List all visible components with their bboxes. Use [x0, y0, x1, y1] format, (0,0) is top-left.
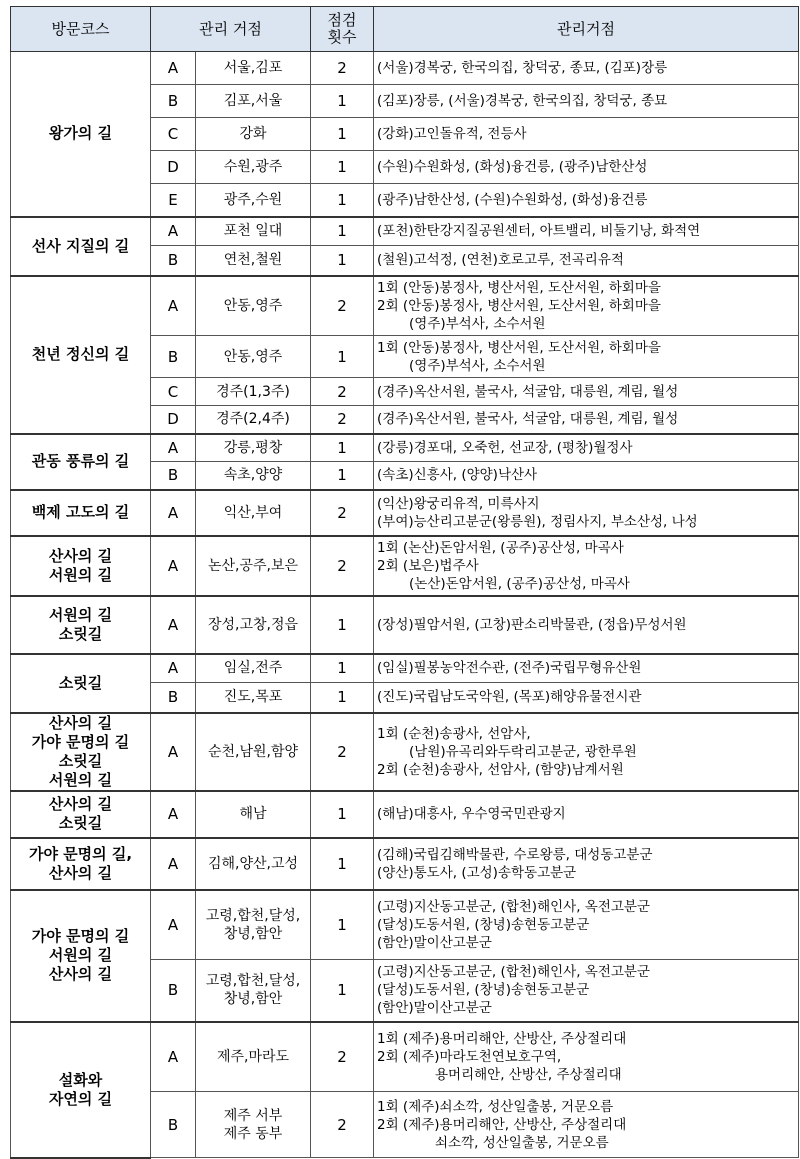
course-code-cell: A [151, 713, 196, 791]
table-row [11, 596, 799, 654]
course-name-cell [11, 52, 151, 217]
site-line: 제주 동부 [223, 1125, 283, 1142]
site-line: 경주(1,3주) [216, 383, 290, 400]
management-site-detail-cell [374, 791, 799, 838]
visit-course-table [10, 6, 799, 1159]
course-code-cell: A [151, 1022, 196, 1092]
course-name-line: 자연의 길 [48, 1089, 113, 1108]
inspection-count-cell: 2 [311, 276, 374, 336]
detail-line: (함안)말이산고분군 [377, 934, 492, 951]
management-site-detail-cell [374, 462, 799, 490]
course-name-cell [11, 536, 151, 596]
course-code-cell: A [151, 490, 196, 536]
header-count-line2: 횟수 [327, 28, 357, 46]
table-row [11, 217, 799, 246]
course-code-cell: B [151, 1092, 196, 1158]
inspection-count-cell: 2 [311, 406, 374, 434]
course-code-cell: D [151, 406, 196, 434]
detail-line: (광주)남한산성, (수원)수원화성, (화성)융건릉 [377, 191, 648, 208]
header-course: 방문코스 [11, 7, 151, 52]
course-code-cell: A [151, 838, 196, 890]
course-code-cell: A [151, 596, 196, 654]
course-code-cell: C [151, 118, 196, 151]
inspection-count-cell: 1 [311, 85, 374, 118]
course-name-cell [11, 713, 151, 791]
course-code-cell: B [151, 246, 196, 276]
site-cell [196, 1022, 311, 1092]
inspection-count-cell: 1 [311, 683, 374, 713]
course-name-line: 소릿길 [58, 624, 103, 643]
detail-line: 2회 (안동)봉정사, 병산서원, 도산서원, 하회마을 [377, 297, 661, 314]
site-line: 익산,부여 [223, 504, 283, 521]
detail-line: (양산)통도사, (고성)송학동고분군 [377, 864, 577, 881]
site-line: 김해,양산,고성 [207, 855, 299, 872]
site-line: 안동,영주 [223, 348, 283, 365]
detail-line [377, 743, 796, 761]
inspection-count-cell: 2 [311, 713, 374, 791]
site-cell [196, 336, 311, 378]
management-site-detail-cell [374, 1022, 799, 1092]
site-line: 강릉,평창 [223, 439, 283, 456]
course-name-line: 가야 문명의 길 [31, 732, 130, 751]
site-cell [196, 217, 311, 246]
detail-line [377, 1134, 796, 1152]
course-name-cell [11, 490, 151, 536]
detail-line [377, 575, 796, 593]
course-code-cell: B [151, 683, 196, 713]
inspection-count-cell: 2 [311, 52, 374, 85]
detail-line: (달성)도동서원, (창녕)송현동고분군 [377, 982, 590, 999]
table-row [11, 1022, 799, 1092]
management-site-detail-cell [374, 838, 799, 890]
management-site-detail-cell [374, 276, 799, 336]
course-code-cell: E [151, 184, 196, 217]
site-line: 서울,김포 [223, 60, 283, 76]
site-line: 포천 일대 [223, 223, 283, 240]
site-cell [196, 85, 311, 118]
detail-line: (경주)옥산서원, 불국사, 석굴암, 대릉원, 계림, 월성 [377, 383, 679, 400]
inspection-count-cell: 1 [311, 118, 374, 151]
course-code-cell: A [151, 890, 196, 960]
detail-line: 1회 (안동)봉정사, 병산서원, 도산서원, 하회마을 [377, 339, 661, 356]
site-cell [196, 838, 311, 890]
table-row [11, 838, 799, 890]
detail-line: (해남)대흥사, 우수영국민관광지 [377, 806, 566, 822]
inspection-count-cell: 2 [311, 378, 374, 406]
course-name-cell [11, 838, 151, 890]
inspection-count-cell: 1 [311, 654, 374, 683]
detail-line: (임실)필봉농악전수관, (전주)국립무형유산원 [377, 660, 642, 677]
site-cell [196, 434, 311, 462]
detail-line: (철원)고석정, (연천)호로고루, 전곡리유적 [377, 252, 624, 269]
course-code-cell: A [151, 654, 196, 683]
course-name-line: 가야 문명의 길 [31, 927, 130, 945]
site-cell [196, 654, 311, 683]
site-cell [196, 683, 311, 713]
header-detail: 관리거점 [374, 7, 799, 52]
inspection-count-cell: 1 [311, 890, 374, 960]
detail-line: (고령)지산동고분군, (합천)해인사, 옥전고분군 [377, 898, 650, 915]
site-line: 장성,고창,정읍 [207, 616, 299, 633]
site-cell [196, 118, 311, 151]
course-code-cell: B [151, 336, 196, 378]
management-site-detail-cell [374, 683, 799, 713]
detail-line: (함안)말이산고분군 [377, 1000, 492, 1017]
site-line: 고령,합천,달성, [205, 907, 301, 924]
site-line: 순천,남원,함양 [207, 743, 299, 760]
table-row [11, 52, 799, 85]
detail-line: (강화)고인돌유적, 전등사 [377, 126, 527, 142]
course-name-line: 서원의 길 [48, 946, 113, 964]
management-site-detail-cell [374, 151, 799, 184]
course-code-cell: A [151, 791, 196, 838]
table-row [11, 434, 799, 462]
site-cell [196, 713, 311, 791]
inspection-count-cell: 1 [311, 151, 374, 184]
site-cell [196, 890, 311, 960]
site-cell [196, 184, 311, 217]
detail-line: (부여)능산리고분군(왕릉원), 정림사지, 부소산성, 나성 [377, 513, 698, 530]
detail-line [377, 1066, 796, 1084]
site-line: 해남 [239, 806, 267, 822]
site-line: 창녕,함안 [223, 991, 283, 1008]
detail-line [377, 357, 796, 375]
site-cell [196, 246, 311, 276]
course-name-line: 왕가의 길 [48, 124, 113, 143]
detail-line: (고령)지산동고분군, (합천)해인사, 옥전고분군 [377, 964, 650, 981]
site-line: 연천,철원 [223, 252, 283, 269]
header-site: 관리 거점 [151, 7, 311, 52]
management-site-detail-cell [374, 890, 799, 960]
management-site-detail-cell [374, 184, 799, 217]
inspection-count-cell: 2 [311, 536, 374, 596]
course-name-line: 선사 지질의 길 [31, 236, 130, 255]
inspection-count-cell: 1 [311, 791, 374, 838]
detail-line: (수원)수원화성, (화성)융건릉, (광주)남한산성 [377, 159, 648, 175]
course-name-line: 산사의 길 [48, 713, 113, 732]
course-name-line: 산사의 길 [48, 795, 113, 813]
site-cell [196, 378, 311, 406]
header-row [11, 7, 799, 52]
course-code-cell: A [151, 276, 196, 336]
site-line: 안동,영주 [223, 297, 283, 314]
detail-line: (장성)필암서원, (고창)판소리박물관, (정읍)무성서원 [377, 616, 687, 633]
management-site-detail-cell [374, 85, 799, 118]
course-code-cell: A [151, 217, 196, 246]
detail-line: (김해)국립김해박물관, 수로왕릉, 대성동고분군 [377, 846, 653, 863]
site-cell [196, 406, 311, 434]
site-cell [196, 276, 311, 336]
management-site-detail-cell [374, 654, 799, 683]
site-line: 제주 서부 [223, 1107, 283, 1124]
course-code-cell: B [151, 960, 196, 1022]
course-name-line: 서원의 길 [48, 605, 113, 624]
site-line: 경주(2,4주) [216, 411, 290, 428]
course-name-line: 산사의 길 [48, 965, 113, 983]
inspection-count-cell: 2 [311, 490, 374, 536]
detail-text: (영주)부석사, 소수서원 [409, 357, 546, 374]
inspection-count-cell: 1 [311, 246, 374, 276]
detail-text: (논산)돈암서원, (공주)공산성, 마곡사 [409, 575, 630, 592]
site-cell [196, 151, 311, 184]
detail-line: (달성)도동서원, (창녕)송현동고분군 [377, 916, 590, 933]
detail-line: 1회 (순천)송광사, 선암사, [377, 725, 531, 742]
course-code-cell: A [151, 536, 196, 596]
course-name-cell [11, 434, 151, 490]
detail-line [377, 315, 796, 333]
course-name-cell [11, 596, 151, 654]
course-code-cell: B [151, 85, 196, 118]
course-name-cell [11, 791, 151, 838]
inspection-count-cell: 1 [311, 434, 374, 462]
site-line: 수원,광주 [223, 159, 283, 175]
course-name-line: 백제 고도의 길 [31, 503, 130, 521]
course-name-line: 서원의 길 [48, 770, 113, 789]
course-name-line: 설화와 [58, 1070, 103, 1089]
course-name-line: 소릿길 [58, 673, 103, 692]
detail-line: 2회 (제주)용머리해안, 산방산, 주상절리대 [377, 1116, 627, 1133]
detail-line: 2회 (보은)법주사 [377, 557, 479, 574]
course-code-cell: C [151, 378, 196, 406]
detail-line: (포천)한탄강지질공원센터, 아트밸리, 비둘기낭, 화적연 [377, 223, 701, 240]
site-cell [196, 462, 311, 490]
table-header [11, 7, 799, 52]
management-site-detail-cell [374, 246, 799, 276]
management-site-detail-cell [374, 378, 799, 406]
course-name-line: 소릿길 [58, 751, 103, 770]
table-row [11, 713, 799, 791]
course-code-cell: D [151, 151, 196, 184]
management-site-detail-cell [374, 1092, 799, 1158]
site-cell [196, 791, 311, 838]
management-site-detail-cell [374, 336, 799, 378]
site-cell [196, 490, 311, 536]
site-line: 김포,서울 [223, 93, 283, 109]
detail-line: (진도)국립남도국악원, (목포)해양유물전시관 [377, 689, 642, 706]
detail-text: 쇠소깍, 성산일출봉, 거문오름 [435, 1134, 609, 1151]
detail-text: (영주)부석사, 소수서원 [409, 315, 546, 332]
site-cell [196, 536, 311, 596]
management-site-detail-cell [374, 960, 799, 1022]
inspection-count-cell: 2 [311, 1092, 374, 1158]
table-row [11, 536, 799, 596]
course-name-line: 가야 문명의 길, [28, 844, 133, 863]
inspection-count-cell: 1 [311, 596, 374, 654]
course-code-cell: B [151, 462, 196, 490]
site-line: 창녕,함안 [223, 925, 283, 942]
course-code-cell: A [151, 52, 196, 85]
detail-line: 2회 (제주)마라도천연보호구역, [377, 1048, 562, 1065]
detail-line: 2회 (순천)송광사, 선암사, (함양)남계서원 [377, 761, 624, 778]
course-name-cell [11, 1022, 151, 1158]
table-body [11, 52, 799, 1158]
management-site-detail-cell [374, 118, 799, 151]
detail-line: 1회 (제주)쇠소깍, 성산일출봉, 거문오름 [377, 1098, 614, 1115]
inspection-count-cell: 1 [311, 838, 374, 890]
inspection-count-cell: 2 [311, 1022, 374, 1092]
site-line: 임실,전주 [223, 660, 283, 677]
site-line: 고령,합천,달성, [205, 973, 301, 990]
management-site-detail-cell [374, 434, 799, 462]
detail-line: (김포)장릉, (서울)경복궁, 한국의집, 창덕궁, 종묘 [377, 93, 668, 109]
detail-text: 용머리해안, 산방산, 주상절리대 [435, 1066, 622, 1083]
detail-line: (속초)신흥사, (양양)낙산사 [377, 467, 538, 484]
visit-course-table-wrapper [10, 6, 798, 1159]
inspection-count-cell: 1 [311, 462, 374, 490]
header-count [311, 7, 374, 52]
detail-line: 1회 (논산)돈암서원, (공주)공산성, 마곡사 [377, 539, 624, 556]
course-name-line: 서원의 길 [48, 565, 113, 584]
detail-line: (경주)옥산서원, 불국사, 석굴암, 대릉원, 계림, 월성 [377, 411, 679, 428]
management-site-detail-cell [374, 536, 799, 596]
site-line: 강화 [239, 126, 267, 142]
course-name-cell [11, 654, 151, 713]
detail-line: 1회 (제주)용머리해안, 산방산, 주상절리대 [377, 1030, 627, 1047]
management-site-detail-cell [374, 217, 799, 246]
course-name-cell [11, 276, 151, 434]
management-site-detail-cell [374, 406, 799, 434]
course-code-cell: A [151, 434, 196, 462]
site-line: 속초,양양 [223, 467, 283, 484]
course-name-line: 산사의 길 [48, 546, 113, 565]
course-name-line: 천년 정신의 길 [31, 345, 130, 363]
inspection-count-cell: 1 [311, 184, 374, 217]
table-row [11, 890, 799, 960]
management-site-detail-cell [374, 713, 799, 791]
course-name-cell [11, 890, 151, 1022]
management-site-detail-cell [374, 490, 799, 536]
detail-line: (익산)왕궁리유적, 미륵사지 [377, 495, 540, 512]
table-row [11, 490, 799, 536]
site-line: 논산,공주,보은 [207, 557, 299, 574]
detail-line: (강릉)경포대, 오죽헌, 선교장, (평창)월정사 [377, 439, 633, 456]
management-site-detail-cell [374, 596, 799, 654]
course-name-line: 소릿길 [58, 814, 103, 832]
course-name-line: 산사의 길 [48, 863, 113, 882]
detail-line: 1회 (안동)봉정사, 병산서원, 도산서원, 하회마을 [377, 279, 661, 296]
site-cell [196, 1092, 311, 1158]
management-site-detail-cell [374, 52, 799, 85]
table-row [11, 791, 799, 838]
course-name-cell [11, 217, 151, 276]
site-line: 진도,목포 [223, 689, 283, 706]
site-cell [196, 960, 311, 1022]
header-count-line1: 점검 [327, 11, 357, 29]
inspection-count-cell: 1 [311, 217, 374, 246]
detail-line: (서울)경복궁, 한국의집, 창덕궁, 종묘, (김포)장릉 [377, 60, 668, 76]
site-line: 광주,수원 [223, 191, 283, 208]
site-line: 제주,마라도 [216, 1048, 290, 1065]
site-cell [196, 596, 311, 654]
site-cell [196, 52, 311, 85]
table-row [11, 654, 799, 683]
inspection-count-cell: 1 [311, 336, 374, 378]
table-row [11, 276, 799, 336]
detail-text: (남원)유곡리와두락리고분군, 광한루원 [409, 743, 637, 760]
course-name-line: 관동 풍류의 길 [31, 452, 130, 470]
inspection-count-cell: 1 [311, 960, 374, 1022]
